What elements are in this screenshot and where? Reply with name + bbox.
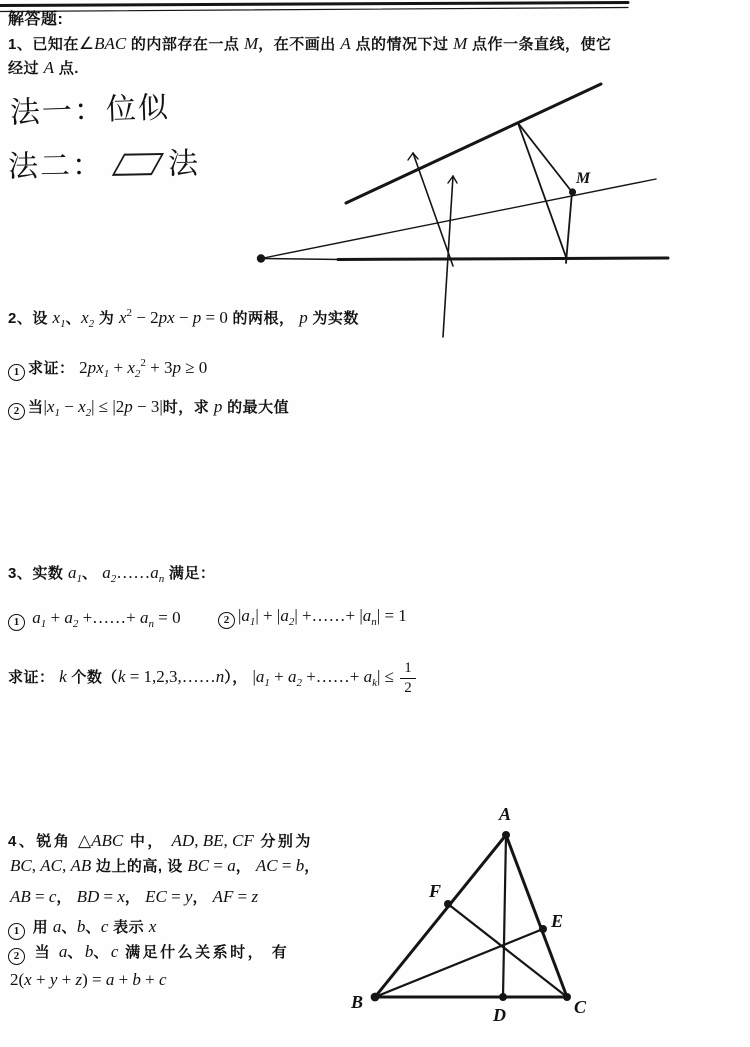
text-run: 的最大值 <box>222 399 290 416</box>
text-run: a <box>58 942 68 961</box>
text-run: 1 <box>54 407 60 419</box>
text-run: 1 <box>76 573 83 585</box>
figure-triangle-altitudes <box>371 831 571 1001</box>
text-run: + <box>269 667 288 687</box>
vertex-label-f: F <box>429 881 442 901</box>
text-run: 法二： <box>7 149 105 184</box>
text-run: = 1,2,3,…… <box>125 667 216 687</box>
text-run: x <box>118 308 127 327</box>
text-run: = <box>233 887 252 906</box>
text-run: a <box>363 667 373 687</box>
text-run: 为实数 <box>307 310 359 327</box>
text-run: 点. <box>54 60 79 77</box>
text-run: BC <box>187 856 210 875</box>
text-run: 、 <box>67 944 85 961</box>
text-run: 当 <box>28 399 44 416</box>
text-run: 、 <box>61 919 77 936</box>
text-run: x <box>52 308 61 327</box>
text-run: 、 <box>85 919 101 936</box>
text-run: , <box>194 831 203 850</box>
angle-upper-side <box>346 84 601 203</box>
text-run: − 3| <box>132 397 163 416</box>
text-run: a <box>150 563 159 582</box>
text-run: 中， <box>123 833 172 850</box>
top-border-rule <box>0 3 628 12</box>
text-run: 2( <box>10 970 25 989</box>
text-run: BE <box>202 831 224 850</box>
text-run: a <box>105 970 115 989</box>
text-run: c <box>159 970 167 989</box>
text-run: = <box>277 856 296 875</box>
text-run: ， <box>56 889 77 906</box>
text-run: y <box>184 887 193 906</box>
text-run: ， <box>124 889 146 906</box>
point-b-dot <box>371 993 380 1002</box>
text-run: ∠ <box>78 34 95 53</box>
point-a-dot <box>502 831 510 839</box>
text-run: 表示 <box>108 919 149 936</box>
problem4-statement-line3 <box>10 886 258 909</box>
text-run: A <box>43 58 55 77</box>
text-run: 的内部存在一点 <box>126 36 245 53</box>
text-run: k <box>59 667 67 687</box>
point-f-dot <box>444 900 452 908</box>
text-run: x <box>117 887 125 906</box>
angle-lower-side-thin <box>262 259 342 260</box>
text-run: 满足： <box>164 565 216 582</box>
text-run: 1 <box>8 923 25 940</box>
vertex-label-e: E <box>551 911 564 931</box>
text-run: p <box>172 358 181 377</box>
text-run: 经过 <box>8 60 44 77</box>
text-run: b <box>132 970 141 989</box>
text-run: | <box>43 397 47 416</box>
text-run: 2 <box>288 616 295 628</box>
text-run: a <box>68 563 77 582</box>
text-run: a <box>362 606 372 625</box>
text-run: 满足什么关系时， 有 <box>118 944 290 961</box>
text-run: AC <box>40 856 62 875</box>
arrowhead-line-b <box>448 176 457 183</box>
text-run: x <box>78 397 86 416</box>
text-run: x <box>148 917 157 936</box>
problem3-condition1 <box>8 607 181 635</box>
text-run: x <box>46 397 55 416</box>
text-run: 求证： <box>28 360 80 377</box>
text-run: n <box>158 573 165 585</box>
text-run: | +……+ | <box>294 606 363 625</box>
text-run: 1 <box>60 318 66 330</box>
text-run: ， <box>235 858 256 875</box>
text-run: 时，求 <box>162 399 214 416</box>
text-run: 边上的高, 设 <box>91 858 188 875</box>
text-run: b <box>76 917 86 936</box>
text-run: c <box>100 917 109 936</box>
text-run: | <box>238 606 242 625</box>
handwritten-method-1 <box>9 89 170 138</box>
text-run: 点的情况下过 <box>350 36 454 53</box>
altitude-be <box>375 929 543 997</box>
text-run: px <box>87 358 104 377</box>
text-run: AC <box>255 856 278 875</box>
text-run: n <box>215 667 225 687</box>
text-run: a <box>280 606 289 625</box>
text-run: b <box>84 942 94 961</box>
text-run: ）， <box>224 669 253 687</box>
text-run: ≥ 0 <box>180 358 208 377</box>
problem4-equation <box>10 969 167 992</box>
text-run: x <box>81 308 89 327</box>
altitude-ad <box>503 835 506 997</box>
text-run: 1 <box>40 618 47 630</box>
text-run: 、 <box>93 944 111 961</box>
text-run: n <box>148 618 155 630</box>
text-run: p <box>213 397 223 416</box>
text-run: 1、已知在 <box>8 36 79 53</box>
text-run: = <box>209 856 228 875</box>
vertex-label-c: C <box>574 997 587 1017</box>
vertex-label-d: D <box>493 1005 506 1025</box>
text-run: a <box>140 608 149 627</box>
vertex-label-a: A <box>499 804 512 824</box>
text-run: 的两根， <box>227 310 300 327</box>
text-run: + 3 <box>145 358 173 377</box>
text-run: p <box>299 308 308 327</box>
problem1-statement-line2 <box>8 57 79 80</box>
problem1-statement-line1 <box>8 33 611 56</box>
text-run: 2 <box>218 612 235 629</box>
text-run: p <box>192 308 202 327</box>
text-run: +……+ <box>301 667 364 687</box>
text-run: k <box>372 677 378 690</box>
text-run: | ≤ |2 <box>91 397 125 416</box>
text-run: CF <box>232 831 254 850</box>
text-run: A <box>340 34 351 53</box>
text-run: 2 <box>110 573 117 585</box>
problem4-statement-line2 <box>10 855 320 878</box>
text-run: 求证： <box>8 669 60 687</box>
text-run: x <box>24 970 32 989</box>
text-run: a <box>255 667 265 687</box>
text-run: = <box>166 887 185 906</box>
text-run: c <box>110 942 119 961</box>
text-run: k <box>117 667 126 687</box>
text-run: a <box>32 608 41 627</box>
text-run: ABC <box>91 831 124 850</box>
text-run: z <box>251 887 259 906</box>
text-run: 2 <box>296 677 302 690</box>
text-run: = 0 <box>201 308 228 327</box>
point-d-dot <box>499 993 507 1001</box>
problem3-conclusion <box>8 660 416 696</box>
text-run: p <box>124 397 133 416</box>
text-run: EC <box>145 887 167 906</box>
text-run: = <box>99 887 118 906</box>
text-run: 2 <box>140 357 146 369</box>
text-run: − 2 <box>132 308 159 327</box>
parallelogram-icon <box>112 153 164 176</box>
text-run: 2 <box>85 407 92 419</box>
text-run: 当 <box>28 944 59 961</box>
text-run: + <box>140 970 160 989</box>
text-run: 2 <box>8 403 25 420</box>
text-run: 分别为 <box>253 833 313 850</box>
text-run: 、 <box>82 565 103 582</box>
construction-line-b <box>443 176 453 337</box>
text-run: 个数（ <box>66 669 118 687</box>
text-run: | = 1 <box>376 606 407 625</box>
text-run: a <box>52 917 62 936</box>
figure-angle-construction <box>257 84 668 337</box>
text-run: 3、实数 <box>8 565 69 582</box>
text-run: + <box>31 970 50 989</box>
text-run: BAC <box>94 34 127 53</box>
construction-line-a <box>413 153 453 266</box>
text-run: 2 <box>72 618 79 630</box>
text-run: M <box>453 34 468 53</box>
text-run: z <box>75 970 83 989</box>
text-run: △ <box>78 831 92 850</box>
text-run: − <box>59 397 79 416</box>
fraction-numerator: 1 <box>400 660 416 679</box>
vertex-label-b: B <box>351 992 364 1012</box>
section-title: 解答题: <box>8 11 64 28</box>
handwritten-method-2 <box>8 145 201 191</box>
segment-m-to-q <box>566 192 572 263</box>
text-run: 1 <box>264 677 270 690</box>
point-c-dot <box>563 993 571 1001</box>
text-run: x <box>127 358 135 377</box>
text-run: 、 <box>65 310 82 327</box>
text-run: ) = <box>82 970 106 989</box>
text-run: AB <box>70 856 92 875</box>
text-run: , <box>61 856 71 875</box>
text-run: + <box>114 970 133 989</box>
problem4-part2 <box>8 941 289 965</box>
problem3-condition2 <box>218 605 407 633</box>
problem2-statement <box>8 302 359 335</box>
text-run: ， <box>192 889 213 906</box>
text-run: 2 <box>88 318 95 330</box>
text-run: M <box>244 34 259 53</box>
text-run: 法 <box>167 147 201 181</box>
text-run: a <box>227 856 236 875</box>
text-run: 2 <box>134 368 141 380</box>
problem2-part1 <box>8 352 207 385</box>
text-run: 2 <box>79 358 88 377</box>
text-run: a <box>102 563 111 582</box>
text-run: a <box>64 608 73 627</box>
problem2-part2 <box>8 396 289 424</box>
text-run: 1 <box>8 364 25 381</box>
text-run: 为 <box>94 310 119 327</box>
text-run: = 0 <box>154 608 181 627</box>
text-run: BC <box>10 856 32 875</box>
text-run: y <box>49 970 58 989</box>
vertex-dot <box>257 254 265 262</box>
text-run: 点作一条直线，使它 <box>467 36 612 53</box>
altitude-cf <box>448 904 567 997</box>
text-run: AF <box>212 887 234 906</box>
text-run: , <box>223 831 232 850</box>
point-m-dot <box>569 188 576 195</box>
text-run: 1 <box>103 368 110 380</box>
ray-through-m <box>261 179 656 259</box>
text-run: = <box>30 887 49 906</box>
fraction-denominator: 2 <box>404 679 412 696</box>
problem4-part1 <box>8 916 156 940</box>
text-run: 1 <box>249 616 256 628</box>
text-run: + <box>57 970 76 989</box>
angle-lower-side-thick <box>338 258 668 260</box>
text-run: n <box>371 616 377 628</box>
text-run: 4、锐角 <box>8 833 79 850</box>
text-run: | <box>252 667 256 687</box>
text-run: 法一：位似 <box>9 91 171 130</box>
text-run: 2 <box>8 948 25 965</box>
text-run: BD <box>76 887 100 906</box>
text-run: 2、设 <box>8 310 53 327</box>
point-m-label: M <box>576 170 591 187</box>
point-e-dot <box>539 925 547 933</box>
text-run: 1 <box>8 614 25 631</box>
text-run: | + | <box>255 606 281 625</box>
text-run: 2 <box>126 307 133 319</box>
text-run: ， <box>304 858 320 875</box>
segment-t-to-q <box>518 123 566 257</box>
text-run: + <box>109 358 128 377</box>
text-run: + <box>46 608 65 627</box>
problem4-statement-line1 <box>8 830 313 853</box>
side-ab <box>375 835 506 997</box>
text-run: px <box>158 308 175 327</box>
text-run: , <box>31 856 41 875</box>
text-run: a <box>241 606 250 625</box>
text-run: a <box>287 667 297 687</box>
text-run: c <box>48 887 57 906</box>
text-run: 用 <box>28 919 53 936</box>
text-run: …… <box>116 563 151 582</box>
text-run: AD <box>171 831 195 850</box>
fraction <box>400 660 416 696</box>
text-run: ，在不画出 <box>258 36 341 53</box>
text-run: AB <box>10 887 31 906</box>
arrowhead-line-a <box>408 153 418 160</box>
segment-t-to-m <box>518 123 572 192</box>
problem3-statement <box>8 562 215 590</box>
text-run: | ≤ <box>377 667 399 687</box>
text-run: b <box>295 856 305 875</box>
text-run: − <box>174 308 193 327</box>
text-run: +……+ <box>78 608 141 627</box>
